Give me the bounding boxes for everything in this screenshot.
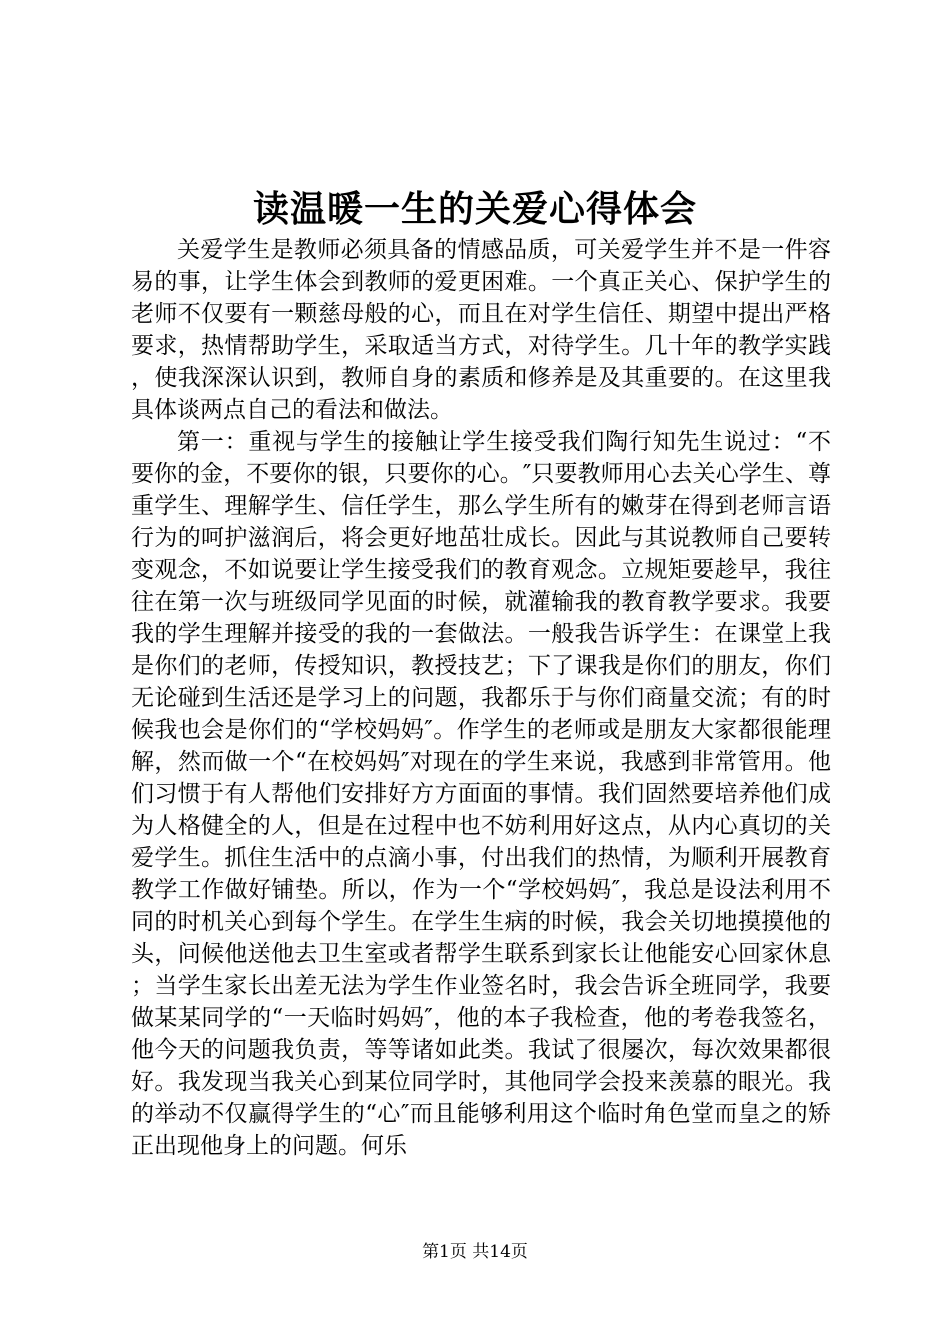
document-title: 读温暖一生的关爱心得体会	[252, 188, 697, 230]
document-body	[131, 234, 831, 1162]
paragraph-first-point: 第一：重视与学生的接触让学生接受我们陶行知先生说过：“不要你的金，不要你的银，只要你的心。″只要教师用心去关心学生、尊重学生、理解学生、信任学生，那么学生所有的嫩芽在得到老师言语行为的呵护滋润后，将会更好地茁壮成长。因此与其说教师自己要转变观念，不如说要让学生接受我们的教育观念。立规矩要趁早，我往往在第一次与班级同学见面的时候，就灌输我的教育教学要求。我要我的学生理解并接受的我的一套做法。一般我告诉学生：在课堂上我是你们的老师，传授知识，教授技艺；下了课我是你们的朋友，你们无论碰到生活还是学习上的问题，我都乐于与你们商量交流；有的时候我也会是你们的“学校妈妈″。作学生的老师或是朋友大家都很能理解，然而做一个“在校妈妈″对现在的学生来说，我感到非常管用。他们习惯于有人帮他们安排好方方面面的事情。我们固然要培养他们成为人格健全的人，但是在过程中也不妨利用好这点，从内心真切的关爱学生。抓住生活中的点滴小事，付出我们的热情，为顺利开展教育教学工作做好铺垫。所以，作为一个“学校妈妈″，我总是设法利用不同的时机关心到每个学生。在学生生病的时候，我会关切地摸摸他的头，问候他送他去卫生室或者帮学生联系到家长让他能安心回家休息；当学生家长出差无法为学生作业签名时，我会告诉全班同学，我要做某某同学的“一天临时妈妈″，他的本子我检查，他的考卷我签名，他今天的问题我负责，等等诸如此类。我试了很屡次，每次效果都很好。我发现当我关心到某位同学时，其他同学会投来羡慕的眼光。我的举动不仅赢得学生的“心″而且能够利用这个临时角色堂而皇之的矫正出现他身上的问题。何乐	[131, 429, 831, 1159]
paragraph-intro: 关爱学生是教师必须具备的情感品质，可关爱学生并不是一件容易的事，让学生体会到教师的爱更困难。一个真正关心、保护学生的老师不仅要有一颗慈母般的心，而且在对学生信任、期望中提出严格要求，热情帮助学生，采取适当方式，对待学生。几十年的教学实践，使我深深认识到，教师自身的素质和修养是及其重要的。在这里我具体谈两点自己的看法和做法。	[131, 237, 831, 423]
page-number-footer: 第1页 共14页	[422, 1242, 528, 1262]
